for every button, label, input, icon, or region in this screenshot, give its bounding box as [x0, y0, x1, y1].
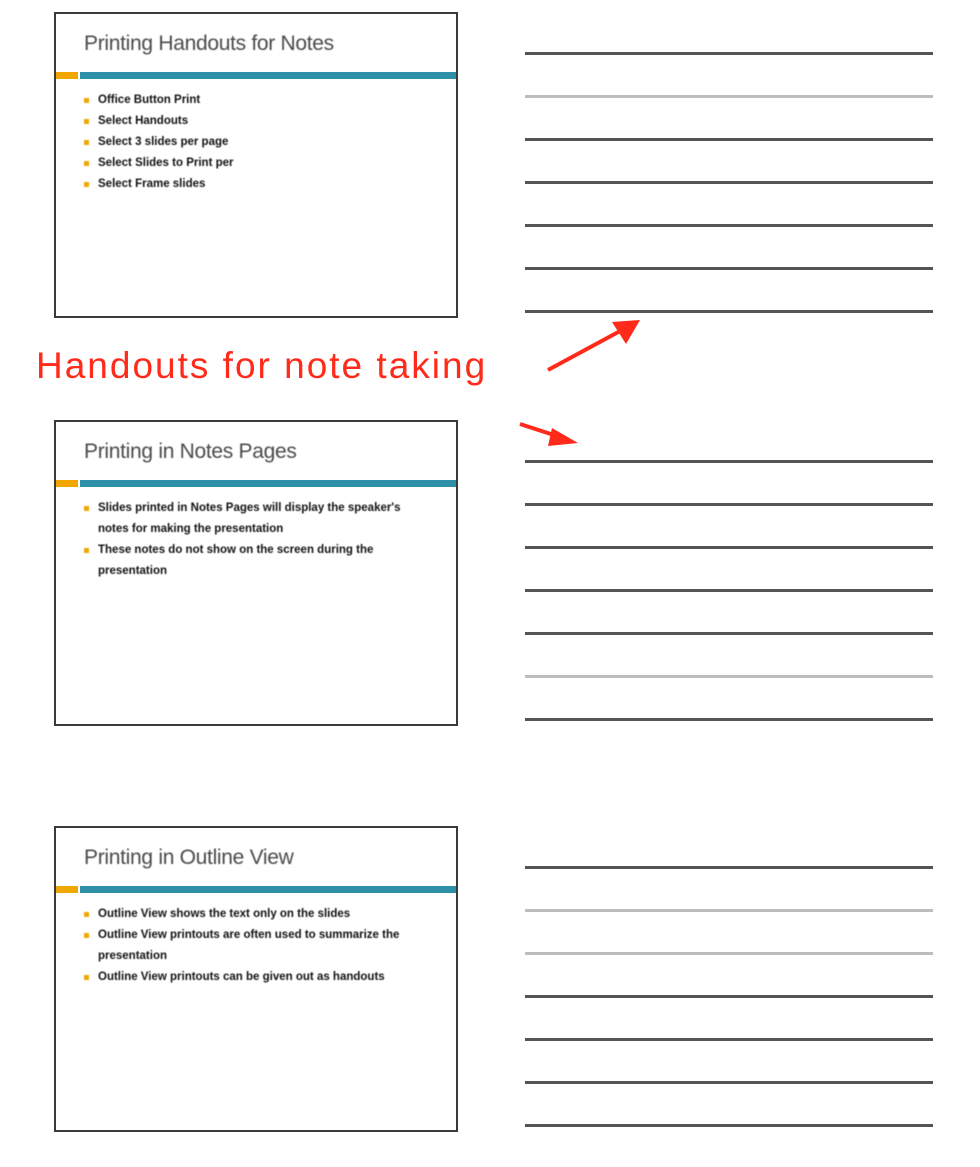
bullet-icon: [84, 182, 89, 187]
note-line: [525, 952, 933, 955]
bullet-icon: [84, 506, 89, 511]
note-lines-2: [525, 460, 933, 761]
note-line: [525, 460, 933, 463]
bullet-item: Outline View printouts are often used to summarize the presentation: [82, 925, 434, 967]
bullet-icon: [84, 912, 89, 917]
bullet-icon: [84, 98, 89, 103]
note-line: [525, 675, 933, 678]
note-line: [525, 995, 933, 998]
handout-slide-2: [54, 420, 458, 726]
note-line: [525, 546, 933, 549]
bullet-list: [82, 498, 434, 582]
note-line: [525, 95, 933, 98]
bullet-item: Select 3 slides per page: [82, 132, 434, 153]
title-rule: [56, 886, 456, 893]
bullet-item: Select Frame slides: [82, 174, 434, 195]
bullet-icon: [84, 119, 89, 124]
title-rule: [56, 72, 456, 79]
note-line: [525, 589, 933, 592]
note-line: [525, 909, 933, 912]
slide-title: Printing in Notes Pages: [84, 440, 297, 463]
bullet-icon: [84, 161, 89, 166]
bullet-item: Outline View printouts can be given out as handouts: [82, 967, 434, 988]
note-line: [525, 138, 933, 141]
slide-title: Printing Handouts for Notes: [84, 32, 334, 55]
title-rule: [56, 480, 456, 487]
note-line: [525, 181, 933, 184]
bullet-list: [82, 904, 434, 988]
bullet-item: These notes do not show on the screen during the presentation: [82, 540, 434, 582]
handout-slide-1: [54, 12, 458, 318]
bullet-item: Select Handouts: [82, 111, 434, 132]
note-line: [525, 1081, 933, 1084]
slide-title: Printing in Outline View: [84, 846, 294, 869]
handout-slide-3: [54, 826, 458, 1132]
bullet-icon: [84, 548, 89, 553]
note-line: [525, 718, 933, 721]
bullet-item: Office Button Print: [82, 90, 434, 111]
bullet-icon: [84, 933, 89, 938]
callout-text: Handouts for note taking: [36, 345, 488, 386]
note-line: [525, 503, 933, 506]
note-line: [525, 224, 933, 227]
note-line: [525, 267, 933, 270]
bullet-icon: [84, 140, 89, 145]
note-lines-3: [525, 866, 933, 1167]
arrow-icon: [520, 424, 578, 446]
bullet-item: Outline View shows the text only on the slides: [82, 904, 434, 925]
note-line: [525, 632, 933, 635]
note-line: [525, 1038, 933, 1041]
bullet-list: [82, 90, 434, 195]
bullet-item: Select Slides to Print per: [82, 153, 434, 174]
note-line: [525, 866, 933, 869]
bullet-item: Slides printed in Notes Pages will display the speaker's notes for making the presentation: [82, 498, 434, 540]
note-line: [525, 1124, 933, 1127]
note-lines-1: [525, 52, 933, 353]
note-line: [525, 310, 933, 313]
bullet-icon: [84, 975, 89, 980]
note-line: [525, 52, 933, 55]
